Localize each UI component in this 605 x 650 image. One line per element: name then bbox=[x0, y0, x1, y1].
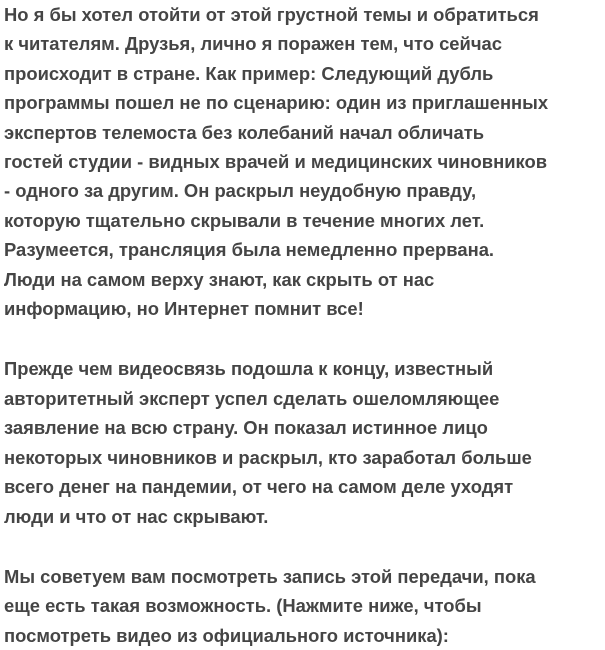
text-line: Разумеется, трансляция была немедленно прервана. bbox=[4, 239, 495, 261]
text-line: экспертов телемоста без колебаний начал обличать bbox=[4, 121, 485, 143]
text-line: - одного за другим. Он раскрыл неудобную правду, bbox=[4, 180, 477, 202]
paragraph-intro bbox=[4, 0, 603, 323]
text-line: авторитетный эксперт успел сделать ошеломляющее bbox=[4, 387, 500, 409]
text-line: происходит в стране. Как пример: Следующий дубль bbox=[4, 62, 494, 84]
text-line: программы пошел не по сценарию: один из приглашенных bbox=[4, 92, 549, 114]
text-line: Люди на самом верху знают, как скрыть от нас bbox=[4, 268, 435, 290]
paragraph-expert-statement bbox=[4, 354, 603, 530]
text-line: Мы советуем вам посмотреть запись этой передачи, пока bbox=[4, 565, 536, 587]
text-line: информацию, но Интернет помнит все! bbox=[4, 298, 364, 320]
text-line: Прежде чем видеосвязь подошла к концу, известный bbox=[4, 358, 494, 380]
text-line: гостей студии - видных врачей и медицинских чиновников bbox=[4, 151, 548, 173]
text-line: к читателям. Друзья, лично я поражен тем, что сейчас bbox=[4, 33, 502, 55]
text-line: еще есть такая возможность. (Нажмите ниже, чтобы bbox=[4, 595, 482, 617]
text-line: всего денег на пандемии, от чего на самом деле уходят bbox=[4, 476, 514, 498]
paragraph-call-to-action bbox=[4, 562, 603, 650]
text-line: люди и что от нас скрывают. bbox=[4, 505, 269, 527]
text-line: Но я бы хотел отойти от этой грустной темы и обратиться bbox=[4, 4, 539, 25]
text-line: посмотреть видео из официального источника): bbox=[4, 624, 449, 646]
text-line: которую тщательно скрывали в течение многих лет. bbox=[4, 209, 485, 231]
text-line: некоторых чиновников и раскрыл, кто заработал больше bbox=[4, 446, 532, 468]
text-line: заявление на всю страну. Он показал истинное лицо bbox=[4, 417, 488, 439]
